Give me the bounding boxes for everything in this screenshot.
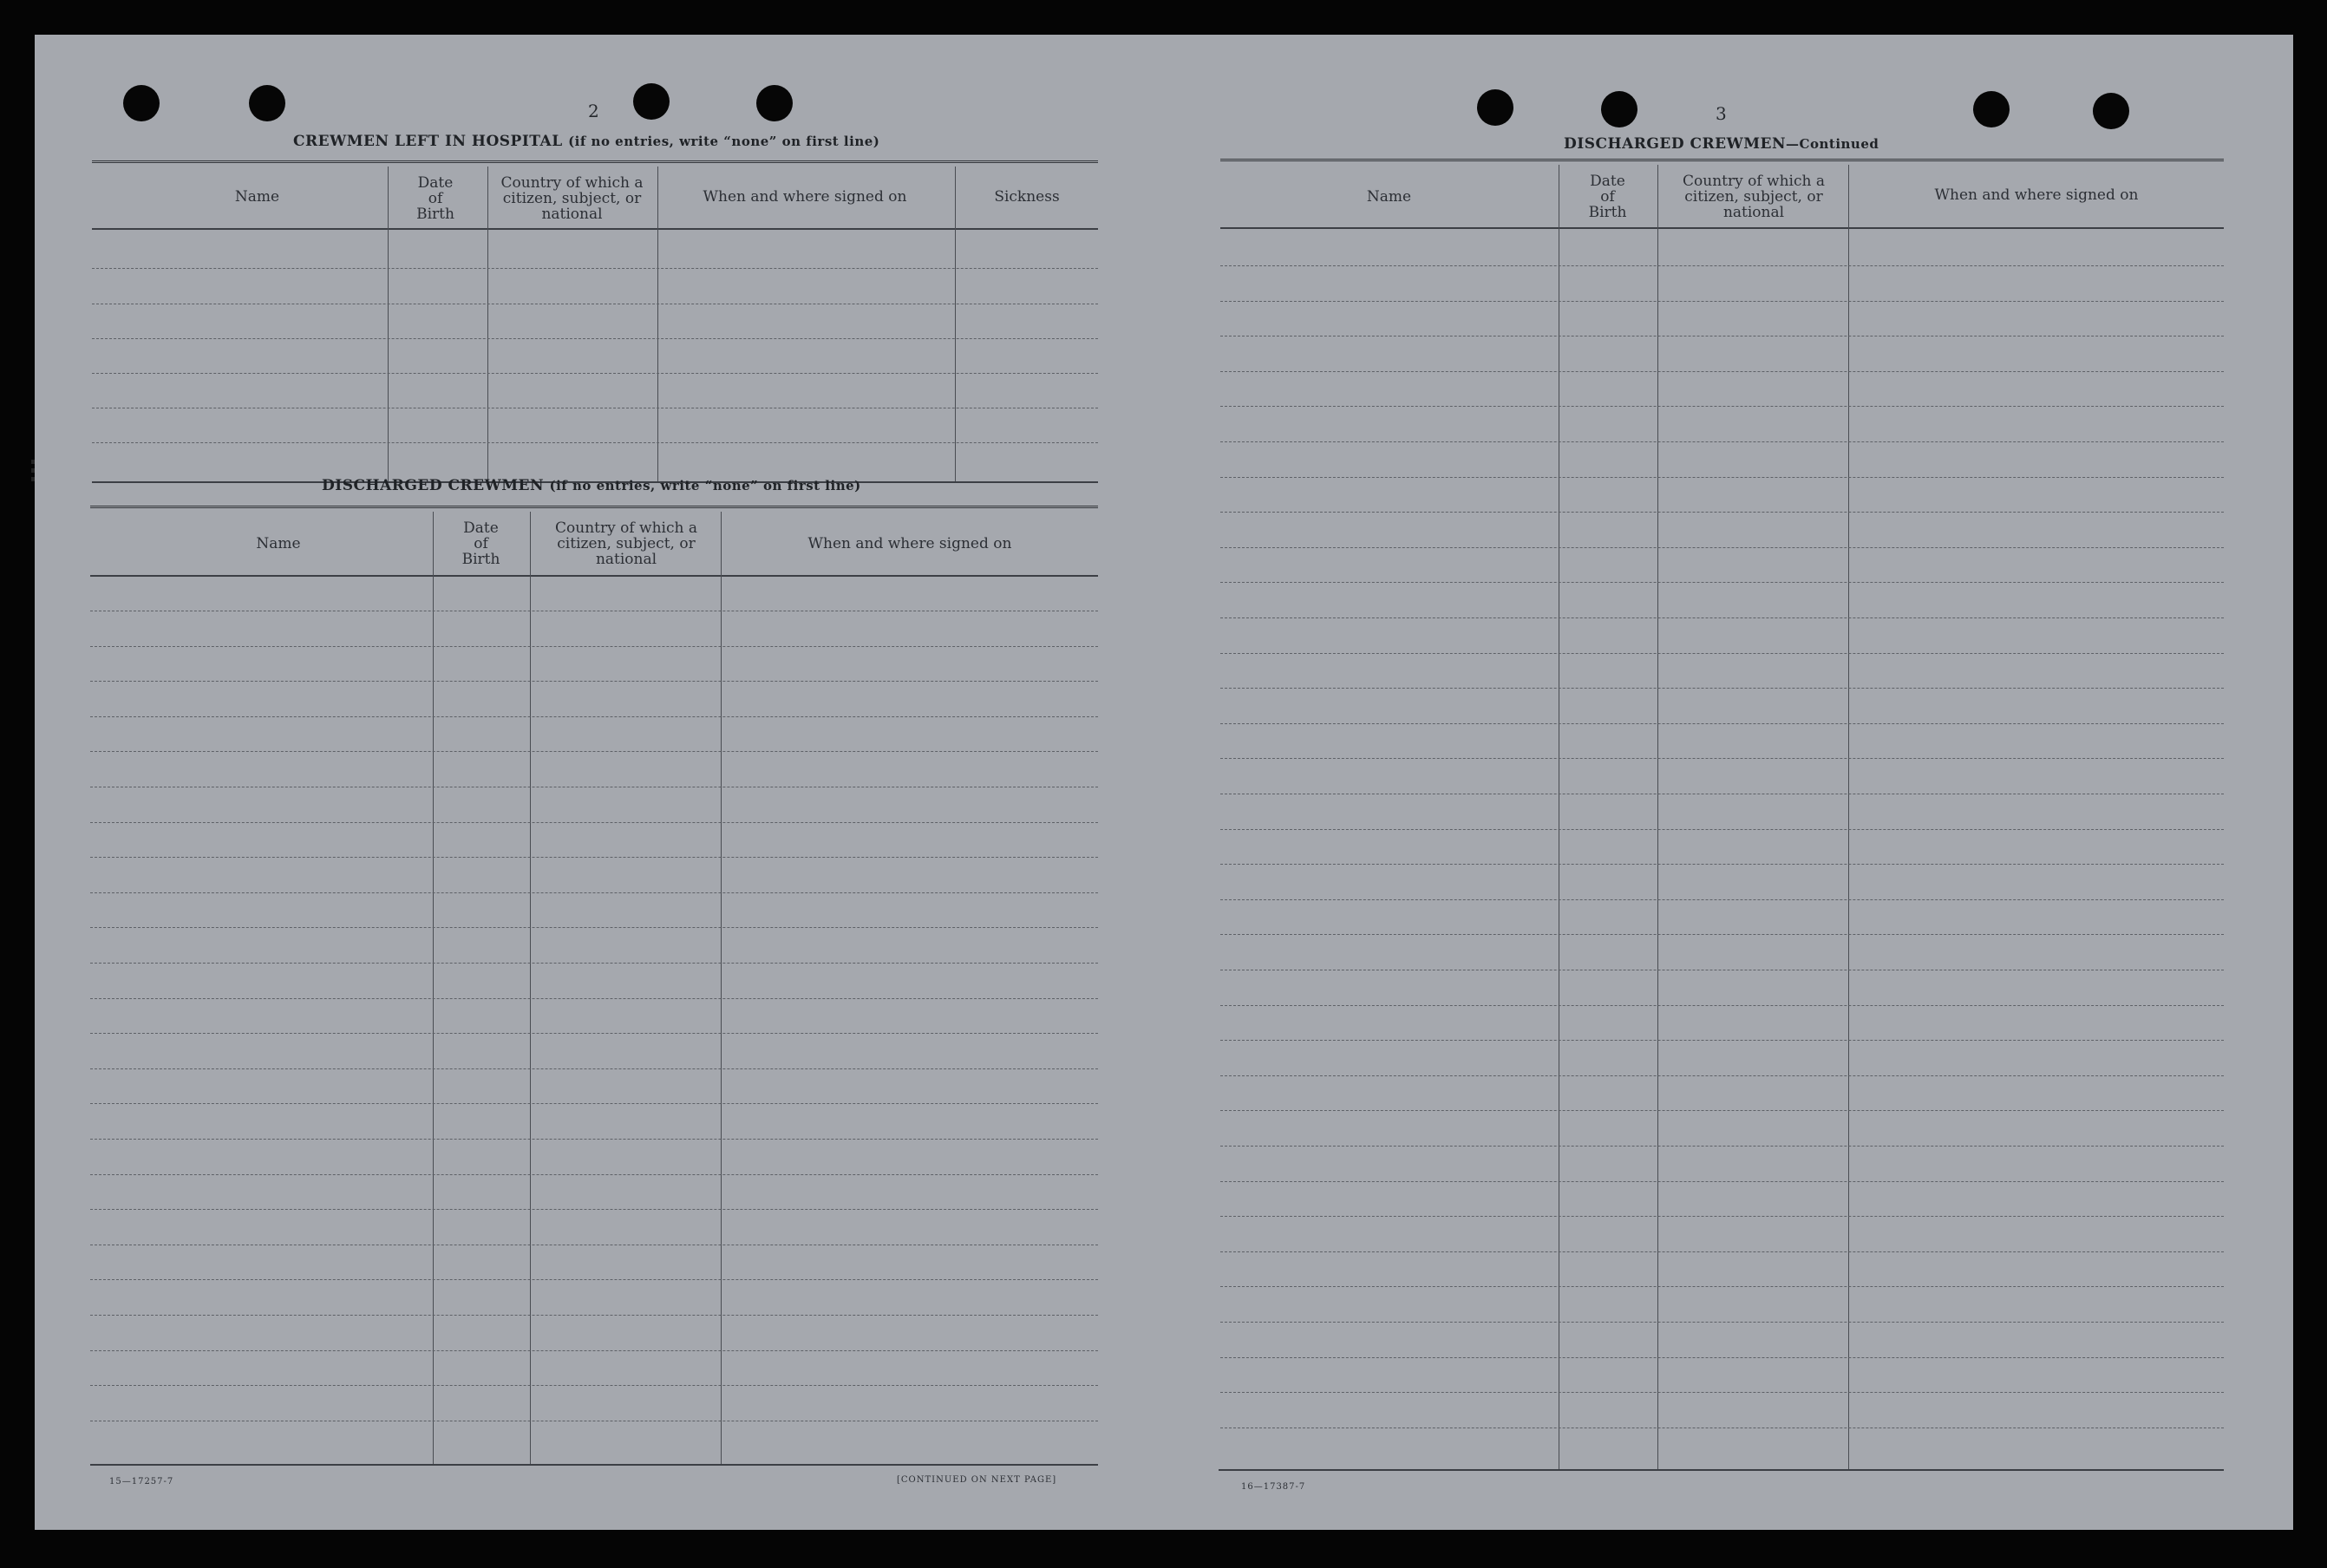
discharged-section-title <box>322 477 861 494</box>
discharged-top-rule <box>90 506 1098 508</box>
entry-line <box>1220 582 2224 583</box>
entry-line <box>1220 688 2224 689</box>
discharged-bottom-rule <box>90 1464 1098 1466</box>
continued-header-underline <box>1220 227 2224 229</box>
entry-line <box>1220 864 2224 865</box>
entry-line <box>1220 1216 2224 1217</box>
entry-line <box>90 1350 1098 1351</box>
punch-hole-icon <box>1973 91 2010 127</box>
entry-line <box>90 857 1098 858</box>
entry-line <box>90 646 1098 647</box>
entry-line <box>1220 1040 2224 1041</box>
discharged-header-underline <box>90 575 1098 577</box>
entry-line <box>90 892 1098 893</box>
col-header-dob: Date of Birth <box>1588 173 1627 221</box>
entry-line <box>90 1068 1098 1069</box>
col-header-sickness: Sickness <box>994 188 1060 206</box>
form-number: 16—17387-7 <box>1241 1482 1306 1492</box>
punch-hole-icon <box>249 85 285 121</box>
col-header-country: Country of which a citizen, subject, or national <box>555 519 697 568</box>
entry-line <box>1220 899 2224 900</box>
entry-line <box>1220 1005 2224 1006</box>
entry-line <box>90 1033 1098 1034</box>
continued-title-note: —Continued <box>1786 136 1879 152</box>
entry-line <box>1220 1181 2224 1182</box>
col-header-signed-on: When and where signed on <box>1934 186 2139 204</box>
entry-line <box>90 1209 1098 1210</box>
continued-title-main: DISCHARGED CREWMEN <box>1564 135 1787 153</box>
entry-line <box>90 1139 1098 1140</box>
entry-line <box>1220 1146 2224 1147</box>
page-number: 2 <box>588 101 599 121</box>
entry-line <box>92 268 1098 269</box>
discharged-continued-title <box>1564 135 1879 153</box>
entry-line <box>1220 1286 2224 1287</box>
entry-line <box>1220 723 2224 724</box>
entry-line <box>1220 758 2224 759</box>
form-number: 15—17257-7 <box>109 1477 174 1486</box>
entry-line <box>90 1385 1098 1386</box>
entry-line <box>1220 371 2224 372</box>
punch-hole-icon <box>2093 93 2129 129</box>
entry-line <box>90 1174 1098 1175</box>
entry-line <box>1220 512 2224 513</box>
col-header-name: Name <box>234 188 280 206</box>
entry-line <box>90 1103 1098 1104</box>
entry-line <box>1220 547 2224 548</box>
entry-line <box>1220 1251 2224 1252</box>
hospital-top-rule <box>92 160 1098 163</box>
continued-top-rule <box>1220 159 2224 161</box>
entry-line <box>90 1315 1098 1316</box>
discharged-title-main: DISCHARGED CREWMEN <box>322 477 545 494</box>
entry-line <box>92 373 1098 374</box>
form-sheet <box>35 35 2293 1530</box>
punch-hole-icon <box>1477 89 1513 126</box>
hospital-header-underline <box>92 228 1098 230</box>
col-header-signed-on: When and where signed on <box>807 535 1012 552</box>
entry-line <box>90 1279 1098 1280</box>
entry-line <box>1220 1392 2224 1393</box>
entry-line <box>92 442 1098 443</box>
discharged-title-note: (if no entries, write “none” on first line) <box>549 478 861 493</box>
entry-line <box>1220 301 2224 302</box>
entry-line <box>1220 934 2224 935</box>
entry-line <box>90 927 1098 928</box>
entry-line <box>1220 653 2224 654</box>
col-header-name: Name <box>256 535 301 552</box>
hospital-title-note: (if no entries, write “none” on first line) <box>568 134 880 149</box>
entry-line <box>90 998 1098 999</box>
col-header-signed-on: When and where signed on <box>703 188 907 206</box>
continued-note: [CONTINUED ON NEXT PAGE] <box>897 1475 1057 1485</box>
entry-line <box>1220 1075 2224 1076</box>
col-header-name: Name <box>1366 188 1412 206</box>
entry-line <box>1220 406 2224 407</box>
col-header-dob: Date of Birth <box>416 174 454 223</box>
entry-line <box>1220 1322 2224 1323</box>
entry-line <box>92 338 1098 339</box>
punch-hole-icon <box>1601 91 1637 127</box>
entry-line <box>1220 1110 2224 1111</box>
continued-bottom-rule <box>1219 1469 2224 1471</box>
entry-line <box>1220 1357 2224 1358</box>
col-header-country: Country of which a citizen, subject, or national <box>1683 173 1825 221</box>
entry-line <box>90 681 1098 682</box>
entry-line <box>1220 617 2224 618</box>
entry-line <box>90 716 1098 717</box>
entry-line <box>1220 265 2224 266</box>
punch-hole-icon <box>123 85 160 121</box>
punch-hole-icon <box>633 83 670 120</box>
entry-line <box>90 751 1098 752</box>
col-header-country: Country of which a citizen, subject, or national <box>500 174 644 223</box>
hospital-title-main: CREWMEN LEFT IN HOSPITAL <box>293 133 563 150</box>
col-header-dob: Date of Birth <box>461 519 500 568</box>
punch-hole-icon <box>756 85 793 121</box>
hospital-section-title <box>293 133 879 150</box>
entry-line <box>90 822 1098 823</box>
entry-line <box>90 963 1098 964</box>
page-number: 3 <box>1716 103 1727 124</box>
entry-line <box>1220 829 2224 830</box>
entry-line <box>1220 441 2224 442</box>
entry-line <box>1220 477 2224 478</box>
